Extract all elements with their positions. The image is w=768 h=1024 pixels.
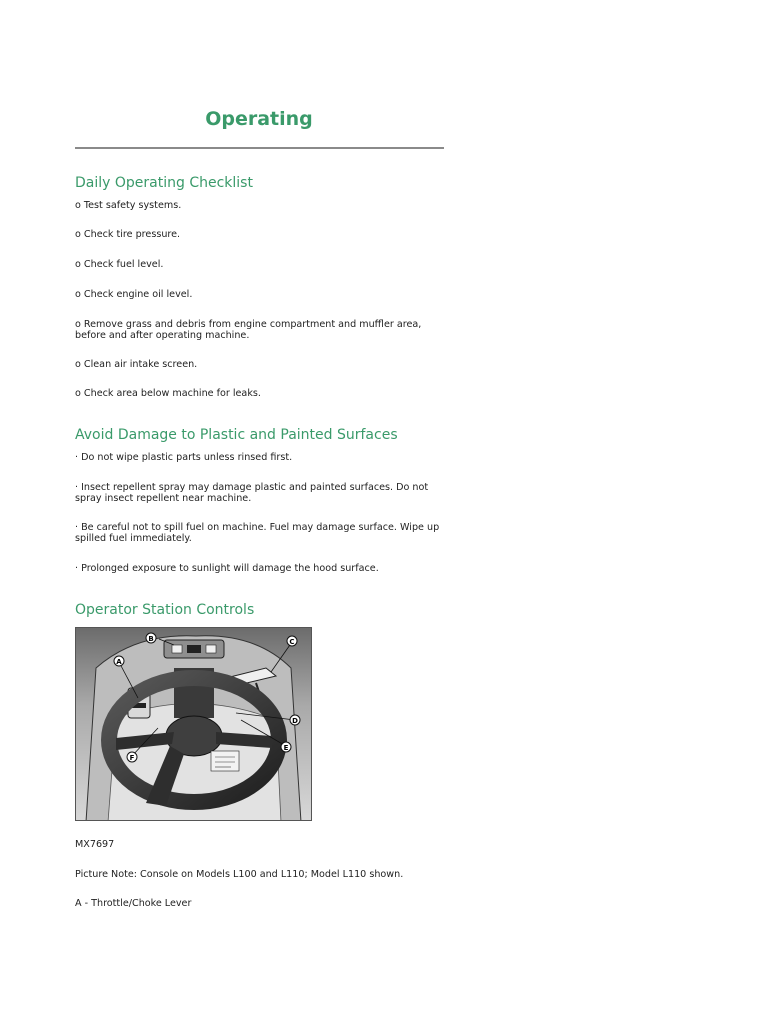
avoid-damage-item: · Insect repellent spray may damage plastic and painted surfaces. Do not spray insect repellent near machine. xyxy=(75,482,429,504)
svg-text:D: D xyxy=(292,717,298,725)
checklist-heading: Daily Operating Checklist xyxy=(75,175,253,191)
page-title: Operating xyxy=(205,108,313,130)
avoid-damage-heading: Avoid Damage to Plastic and Painted Surfaces xyxy=(75,427,398,443)
svg-text:E: E xyxy=(283,744,289,752)
callout-c xyxy=(287,636,297,646)
callout-a xyxy=(114,656,124,666)
checklist-item: o Check fuel level. xyxy=(75,259,164,270)
checklist-item: o Check area below machine for leaks. xyxy=(75,388,261,399)
svg-text:B: B xyxy=(148,635,154,643)
checklist-item: o Test safety systems. xyxy=(75,200,182,211)
callout-b xyxy=(146,633,156,643)
controls-heading: Operator Station Controls xyxy=(75,602,255,618)
svg-text:A: A xyxy=(116,658,122,666)
svg-text:C: C xyxy=(289,638,295,646)
figure-id: MX7697 xyxy=(75,839,115,850)
svg-text:F: F xyxy=(129,754,135,762)
callout-f xyxy=(127,752,137,762)
checklist-item: o Check tire pressure. xyxy=(75,229,181,240)
callout-d xyxy=(290,715,300,725)
callout-e xyxy=(281,742,291,752)
operator-station-figure xyxy=(75,627,312,821)
avoid-damage-item: · Do not wipe plastic parts unless rinsed first. xyxy=(75,452,293,463)
picture-note: Picture Note: Console on Models L100 and L110; Model L110 shown. xyxy=(75,869,404,880)
checklist-item: o Remove grass and debris from engine compartment and muffler area, before and after operating machine. xyxy=(75,319,422,341)
control-item-a: A - Throttle/Choke Lever xyxy=(75,898,192,909)
checklist-item: o Clean air intake screen. xyxy=(75,359,198,370)
avoid-damage-item: · Prolonged exposure to sunlight will damage the hood surface. xyxy=(75,563,379,574)
figure-callouts xyxy=(76,628,312,821)
title-divider xyxy=(75,147,444,149)
checklist-item: o Check engine oil level. xyxy=(75,289,193,300)
avoid-damage-item: · Be careful not to spill fuel on machine. Fuel may damage surface. Wipe up spilled fuel immediately. xyxy=(75,522,440,544)
